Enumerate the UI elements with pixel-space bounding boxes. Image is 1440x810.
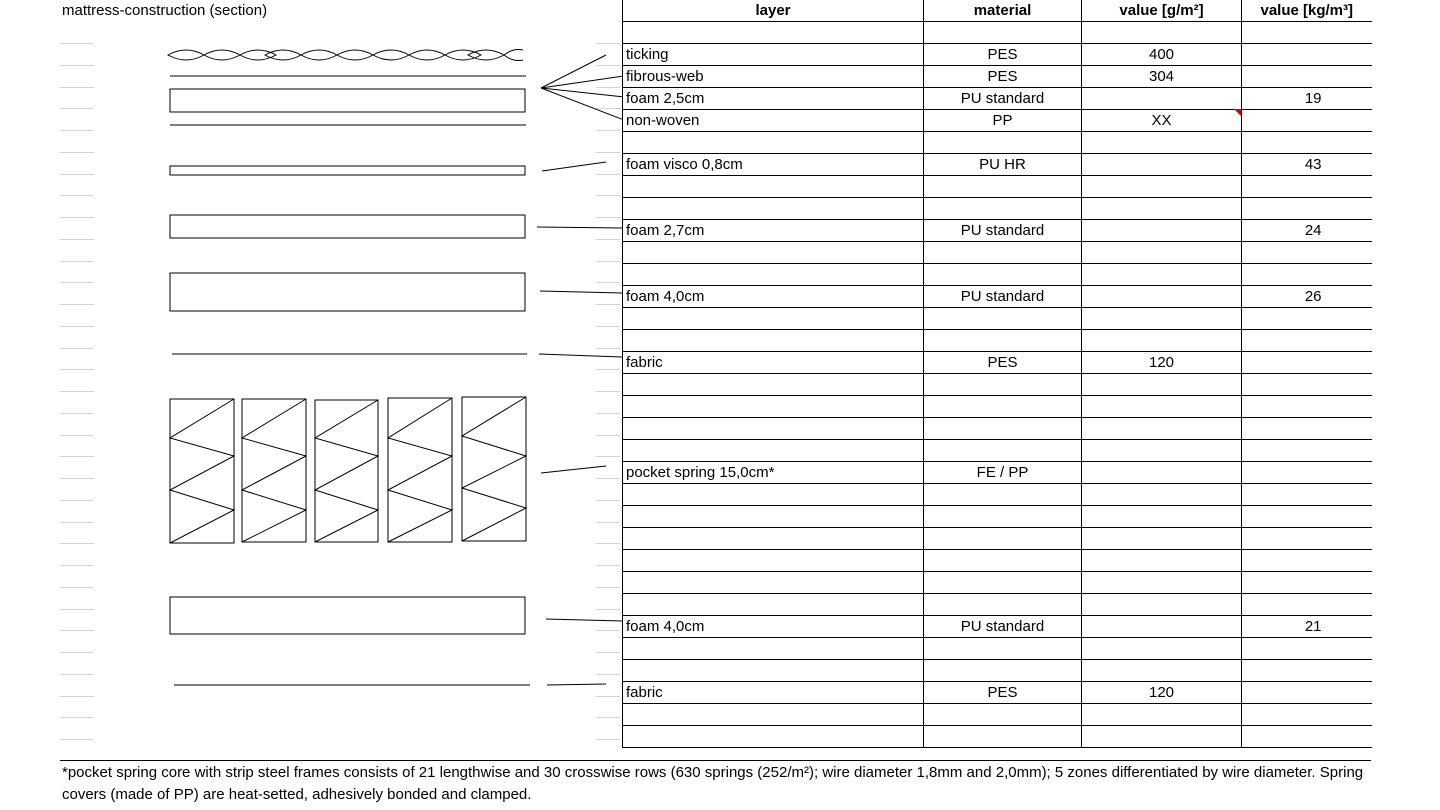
cell-layer[interactable]: foam 4,0cm [623,616,924,638]
cell-value-kgm3[interactable] [1242,396,1372,418]
table-row [623,330,1372,352]
table-row [623,220,1372,242]
cell-value-kgm3[interactable] [1242,176,1372,198]
cell-layer[interactable] [623,660,924,682]
cell-layer[interactable] [623,528,924,550]
cell-layer[interactable] [623,396,924,418]
cell-value-gm2[interactable] [1082,220,1242,242]
table-row [623,176,1372,198]
cell-layer[interactable] [623,726,924,748]
cell-value-gm2[interactable] [1082,396,1242,418]
cell-value-kgm3[interactable] [1242,308,1372,330]
table-row [623,462,1372,484]
table-row [623,440,1372,462]
cell-material[interactable]: PU standard [924,616,1082,638]
cell-material[interactable]: PU HR [924,154,1082,176]
table-header-row [623,0,1372,22]
cell-value-gm2[interactable] [1082,330,1242,352]
cell-material[interactable] [924,264,1082,286]
cell-layer[interactable] [623,308,924,330]
cell-layer[interactable] [623,330,924,352]
cell-value-gm2[interactable] [1082,308,1242,330]
cell-material[interactable] [924,550,1082,572]
cell-layer[interactable]: foam 4,0cm [623,286,924,308]
table-row [623,352,1372,374]
table-row [623,572,1372,594]
foam-40-bottom-layer-shape [170,597,525,634]
cell-value-kgm3[interactable] [1242,264,1372,286]
table-row [623,264,1372,286]
cell-layer[interactable]: foam visco 0,8cm [623,154,924,176]
cell-value-gm2[interactable] [1082,176,1242,198]
cell-material[interactable]: PES [924,352,1082,374]
foam-visco-layer-shape [170,166,525,175]
table-row [623,110,1372,132]
cell-value-kgm3[interactable] [1242,594,1372,616]
cell-value-gm2[interactable] [1082,638,1242,660]
table-row [623,374,1372,396]
cell-material[interactable]: FE / PP [924,462,1082,484]
cell-material[interactable] [924,704,1082,726]
cell-value-gm2[interactable] [1082,198,1242,220]
table-row [623,88,1372,110]
cell-layer[interactable] [623,264,924,286]
table-row [623,506,1372,528]
cell-value-kgm3[interactable] [1242,506,1372,528]
cell-value-gm2[interactable]: 304 [1082,66,1242,88]
table-row [623,22,1372,44]
table-row [623,726,1372,748]
table-row [623,242,1372,264]
table-row [623,44,1372,66]
cell-value-gm2[interactable] [1082,264,1242,286]
cell-material[interactable] [924,22,1082,44]
cell-value-kgm3[interactable]: 24 [1242,220,1372,242]
cell-value-kgm3[interactable]: 43 [1242,154,1372,176]
header-value-kgm3: value [kg/m³] [1242,0,1372,22]
table-row [623,66,1372,88]
cell-layer[interactable] [623,132,924,154]
cell-layer[interactable] [623,440,924,462]
cell-value-gm2[interactable] [1082,528,1242,550]
cell-value-kgm3[interactable] [1242,418,1372,440]
cell-layer[interactable] [623,374,924,396]
cell-value-kgm3[interactable] [1242,374,1372,396]
cell-value-kgm3[interactable] [1242,440,1372,462]
cell-value-gm2[interactable] [1082,726,1242,748]
cell-value-kgm3[interactable] [1242,572,1372,594]
cell-material[interactable] [924,396,1082,418]
cell-material[interactable]: PU standard [924,88,1082,110]
cell-layer[interactable] [623,572,924,594]
table-row [623,638,1372,660]
cell-material[interactable]: PU standard [924,220,1082,242]
cell-material[interactable] [924,242,1082,264]
sheet-title: mattress-construction (section) [62,2,268,19]
header-value-gm2: value [g/m²] [1082,0,1242,22]
cell-layer[interactable] [623,198,924,220]
cell-layer[interactable]: fabric [623,682,924,704]
mattress-section-drawing [0,0,622,760]
cell-material[interactable] [924,440,1082,462]
cell-value-gm2[interactable] [1082,286,1242,308]
table-row [623,682,1372,704]
cell-value-gm2[interactable]: XX [1082,110,1242,132]
cell-layer[interactable] [623,242,924,264]
table-row [623,396,1372,418]
cell-value-gm2[interactable] [1082,660,1242,682]
cell-value-kgm3[interactable] [1242,726,1372,748]
table-row [623,616,1372,638]
table-row [623,594,1372,616]
cell-value-kgm3[interactable] [1242,330,1372,352]
cell-value-kgm3[interactable]: 26 [1242,286,1372,308]
cell-value-kgm3[interactable] [1242,198,1372,220]
foam-40-top-layer-shape [170,273,525,311]
cell-value-gm2[interactable] [1082,154,1242,176]
cell-material[interactable] [924,418,1082,440]
cell-layer[interactable] [623,22,924,44]
cell-value-gm2[interactable] [1082,506,1242,528]
cell-value-gm2[interactable] [1082,704,1242,726]
table-row [623,132,1372,154]
cell-comment-indicator[interactable] [1234,109,1241,116]
cell-material[interactable] [924,330,1082,352]
header-material: material [924,0,1082,22]
cell-material[interactable] [924,638,1082,660]
cell-material[interactable] [924,374,1082,396]
cell-layer[interactable] [623,704,924,726]
cell-value-gm2[interactable] [1082,616,1242,638]
cell-value-gm2[interactable] [1082,440,1242,462]
cell-value-kgm3[interactable] [1242,660,1372,682]
cell-material[interactable] [924,176,1082,198]
cell-value-kgm3[interactable] [1242,462,1372,484]
pocket-spring-layer-shape [170,397,526,543]
cell-value-gm2[interactable] [1082,572,1242,594]
cell-material[interactable] [924,528,1082,550]
cell-value-gm2[interactable] [1082,550,1242,572]
cell-material[interactable] [924,726,1082,748]
header-layer: layer [623,0,924,22]
table-row [623,418,1372,440]
cell-value-gm2[interactable] [1082,462,1242,484]
cell-layer[interactable] [623,550,924,572]
cell-material[interactable] [924,660,1082,682]
cell-value-kgm3[interactable] [1242,44,1372,66]
cell-layer[interactable]: pocket spring 15,0cm* [623,462,924,484]
cell-value-gm2[interactable] [1082,484,1242,506]
cell-material[interactable] [924,572,1082,594]
cell-value-gm2[interactable] [1082,374,1242,396]
cell-material[interactable] [924,594,1082,616]
cell-layer[interactable]: fibrous-web [623,66,924,88]
cell-value-gm2[interactable] [1082,418,1242,440]
cell-material[interactable] [924,484,1082,506]
cell-material[interactable]: PU standard [924,286,1082,308]
cell-layer[interactable] [623,506,924,528]
table-bottom-border [60,760,1371,761]
table-row [623,660,1372,682]
cell-material[interactable]: PES [924,682,1082,704]
cell-layer[interactable] [623,594,924,616]
cell-value-gm2[interactable] [1082,242,1242,264]
cell-value-kgm3[interactable] [1242,704,1372,726]
cell-layer[interactable] [623,418,924,440]
cell-value-gm2[interactable]: 120 [1082,352,1242,374]
cell-layer[interactable] [623,176,924,198]
cell-value-gm2[interactable] [1082,132,1242,154]
foam-25-layer-shape [170,89,525,112]
table-row [623,704,1372,726]
cell-value-kgm3[interactable] [1242,242,1372,264]
cell-value-kgm3[interactable] [1242,682,1372,704]
cell-value-gm2[interactable] [1082,88,1242,110]
cell-value-kgm3[interactable] [1242,352,1372,374]
table-row [623,550,1372,572]
cell-value-kgm3[interactable] [1242,638,1372,660]
cell-value-gm2[interactable]: 400 [1082,44,1242,66]
cell-value-kgm3[interactable] [1242,110,1372,132]
table-row [623,308,1372,330]
layer-table [622,0,1372,748]
table-row [623,154,1372,176]
cell-value-gm2[interactable] [1082,594,1242,616]
table-row [623,198,1372,220]
cell-value-kgm3[interactable] [1242,550,1372,572]
cell-material[interactable] [924,308,1082,330]
foam-27-layer-shape [170,215,525,238]
table-row [623,286,1372,308]
cell-material[interactable] [924,506,1082,528]
cell-layer[interactable]: foam 2,5cm [623,88,924,110]
ticking-layer-shape [168,50,523,61]
cell-value-gm2[interactable] [1082,22,1242,44]
cell-layer[interactable]: foam 2,7cm [623,220,924,242]
cell-value-kgm3[interactable] [1242,66,1372,88]
cell-material[interactable]: PP [924,110,1082,132]
cell-material[interactable] [924,132,1082,154]
cell-layer[interactable] [623,638,924,660]
cell-material[interactable] [924,198,1082,220]
cell-value-kgm3[interactable] [1242,22,1372,44]
cell-value-kgm3[interactable] [1242,132,1372,154]
footnote: *pocket spring core with strip steel frames consists of 21 lengthwise and 30 crosswise rows (630 springs (252/m²); wire diameter 1,8mm and 2,0mm); 5 zones differentiated by wire diameter. Spring covers (made of PP) are heat-setted, adhesively bonded and clamped. [62,764,1364,803]
cell-material[interactable]: PES [924,66,1082,88]
cell-value-gm2[interactable]: 120 [1082,682,1242,704]
cell-value-kgm3[interactable] [1242,484,1372,506]
cell-layer[interactable]: ticking [623,44,924,66]
cell-material[interactable]: PES [924,44,1082,66]
cell-value-kgm3[interactable] [1242,528,1372,550]
cell-value-kgm3[interactable]: 21 [1242,616,1372,638]
table-row [623,528,1372,550]
cell-layer[interactable] [623,484,924,506]
table-row [623,484,1372,506]
cell-value-kgm3[interactable]: 19 [1242,88,1372,110]
cell-layer[interactable]: fabric [623,352,924,374]
cell-layer[interactable]: non-woven [623,110,924,132]
